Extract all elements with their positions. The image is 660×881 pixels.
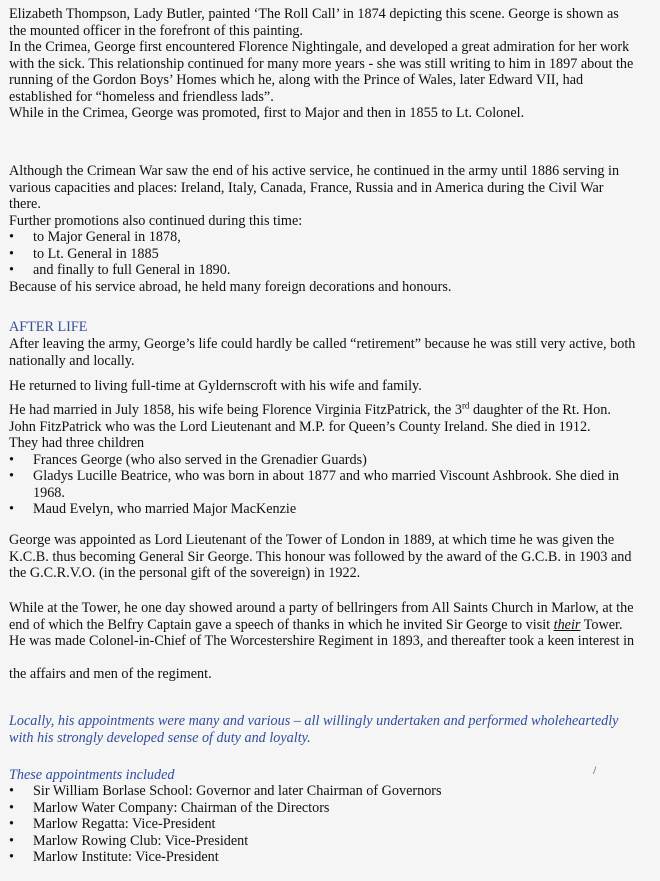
text-line — [9, 617, 649, 634]
list-item: • Sir William Borlase School: Governor and later Chairman of Governors — [9, 783, 649, 800]
bellringers-paragraph — [9, 600, 649, 650]
text-line: John FitzPatrick who was the Lord Lieutenant and M.P. for Queen’s County Ireland. She died in 1912. — [9, 418, 591, 435]
after-life-paragraph-2: He returned to living full-time at Gyldernscroft with his wife and family. — [9, 378, 422, 394]
list-item: • Gladys Lucille Beatrice, who was born in about 1877 and who married Viscount Ashbrook. She died in 1968. — [9, 468, 634, 501]
tower-paragraph — [9, 532, 649, 582]
text-line: established for “homeless and friendless lads”. — [9, 88, 274, 105]
text-line: running of the Gordon Boys’ Homes which he, along with the Prince of Wales, later Edward VII, had — [9, 72, 584, 88]
text-line: They had three children — [9, 435, 145, 451]
text-line: After leaving the army, George’s life could hardly be called “retirement” because he was still very active, both — [9, 336, 636, 352]
text-line: nationally and locally. — [9, 352, 135, 369]
list-item: • to Lt. General in 1885 — [9, 246, 649, 263]
text-line: In the Crimea, George first encountered Florence Nightingale, and developed a great admiration for her work — [9, 39, 630, 55]
emphasis: their — [553, 616, 581, 633]
marriage-paragraph — [9, 402, 649, 518]
text-line: with the sick. This relationship continued for many more years - she was still writing to him in 1897 about the — [9, 55, 634, 72]
text-span: He had married in July 1858, his wife being Florence Virginia FitzPatrick, the 3 — [9, 402, 462, 418]
text-span: end of which the Belfry Captain gave a speech of thanks in which he invited Sir George to visit — [9, 616, 554, 633]
text-line: While in the Crimea, George was promoted, first to Major and then in 1855 to Lt. Colonel. — [9, 105, 525, 121]
text-line: the G.C.R.V.O. (in the personal gift of the sovereign) in 1922. — [9, 565, 361, 581]
superscript: rd — [461, 400, 470, 411]
list-item: • Frances George (who also served in the Grenadier Guards) — [9, 452, 634, 469]
section-heading-after-life: AFTER LIFE — [9, 319, 88, 335]
text-line: George was appointed as Lord Lieutenant of the Tower of London in 1889, at which time he was given the — [9, 532, 615, 548]
list-item: • Marlow Regatta: Vice-President — [9, 816, 649, 833]
text-line: with his strongly developed sense of duty and loyalty. — [9, 729, 311, 746]
text-line: Although the Crimean War saw the end of his active service, he continued in the army until 1886 serving in — [9, 163, 620, 179]
text-line: Elizabeth Thompson, Lady Butler, painted ‘The Roll Call’ in 1874 depicting this scene. George is shown as — [9, 6, 619, 22]
text-line: Because of his service abroad, he held many foreign decorations and honours. — [9, 278, 452, 295]
list-item: • Maud Evelyn, who married Major MacKenzie — [9, 501, 634, 518]
text-line: there. — [9, 196, 41, 212]
text-line: Further promotions also continued during this time: — [9, 212, 303, 229]
text-line: the mounted officer in the forefront of this painting. — [9, 22, 304, 39]
scan-mark-icon: / — [593, 763, 597, 777]
list-item: • to Major General in 1878, — [9, 229, 649, 246]
text-line: Locally, his appointments were many and various – all willingly undertaken and performed wholeheartedly — [9, 713, 619, 729]
text-line — [9, 402, 649, 419]
appointments-list — [9, 783, 649, 866]
local-quote — [9, 713, 649, 746]
list-item: • Marlow Rowing Club: Vice-President — [9, 833, 649, 850]
list-item: • Marlow Institute: Vice-President — [9, 849, 649, 866]
text-line: various capacities and places: Ireland, Italy, Canada, France, Russia and in America during the Civil War — [9, 179, 604, 196]
text-span: Tower. — [580, 616, 623, 633]
after-life-paragraph — [9, 336, 649, 369]
children-list — [9, 452, 634, 518]
list-item: • Marlow Water Company: Chairman of the Directors — [9, 800, 649, 817]
intro-paragraph — [9, 6, 649, 122]
promotions-list — [9, 229, 649, 279]
appointments-heading: These appointments included — [9, 767, 175, 783]
bellringers-paragraph-end: the affairs and men of the regiment. — [9, 666, 212, 682]
appointments-section — [9, 783, 649, 866]
service-paragraph — [9, 163, 649, 295]
text-line: K.C.B. thus becoming General Sir George. This honour was followed by the award of the G.C.B. in 1903 and — [9, 548, 632, 565]
list-item: • and finally to full General in 1890. — [9, 262, 649, 279]
text-span: daughter of the Rt. Hon. — [469, 402, 611, 418]
text-line: While at the Tower, he one day showed around a party of bellringers from All Saints Church in Marlow, at the — [9, 600, 634, 616]
text-line: He was made Colonel-in-Chief of The Worcestershire Regiment in 1893, and thereafter took a keen interest in — [9, 633, 635, 649]
